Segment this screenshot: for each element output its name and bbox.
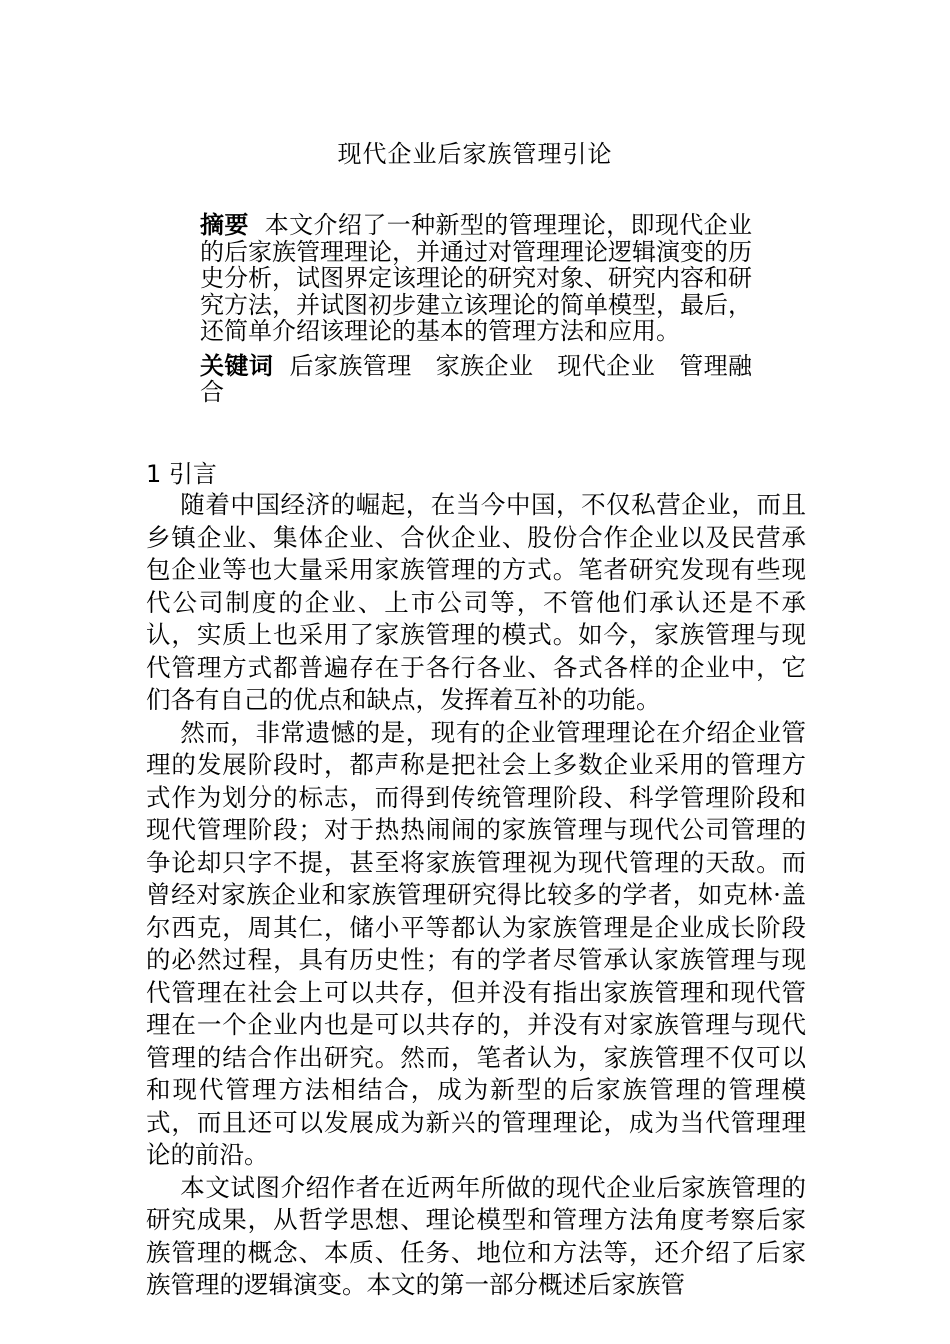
keywords-paragraph xyxy=(200,353,752,406)
abstract-paragraph xyxy=(200,212,752,345)
abstract-label: 摘要 xyxy=(200,211,249,239)
section-heading: 1 引言 xyxy=(146,460,217,488)
keyword-item: 后家族管理 xyxy=(289,351,412,380)
keyword-item: 家族企业 xyxy=(435,351,534,380)
document-title: 现代企业后家族管理引论 xyxy=(337,140,613,168)
abstract-text: 本文介绍了一种新型的管理理论，即现代企业的后家族管理理论，并通过对管理理论逻辑演变的历史分析，试图界定该理论的研究对象、研究内容和研究方法，并试图初步建立该理论的简单模型，最后，还简单介绍该理论的基本的管理方法和应用。 xyxy=(200,211,753,345)
keyword-item: 管理融合 xyxy=(200,351,753,406)
abstract-block xyxy=(200,212,752,406)
keywords-label: 关键词 xyxy=(200,351,274,380)
section-body xyxy=(146,489,806,1302)
body-paragraph: 本文试图介绍作者在近两年所做的现代企业后家族管理的研究成果，从哲学思想、理论模型和管理方法角度考察后家族管理的概念、本质、任务、地位和方法等，还介绍了后家族管理的逻辑演变。本文的第一部分概述后家族管 xyxy=(146,1172,806,1299)
body-paragraph: 然而，非常遗憾的是，现有的企业管理理论在介绍企业管理的发展阶段时，都声称是把社会上多数企业采用的管理方式作为划分的标志，而得到传统管理阶段、科学管理阶段和现代管理阶段；对于热热闹闹的家族管理与现代公司管理的争论却只字不提，甚至将家族管理视为现代管理的天敌。而曾经对家族企业和家族管理研究得比较多的学者，如克林·盖尔西克，周其仁，储小平等都认为家族管理是企业成长阶段的必然过程，具有历史性；有的学者尽管承认家族管理与现代管理在社会上可以共存，但并没有指出家族管理和现代管理在一个企业内也是可以共存的，并没有对家族管理与现代管理的结合作出研究。然而，笔者认为，家族管理不仅可以和现代管理方法相结合，成为新型的后家族管理的管理模式，而且还可以发展成为新兴的管理理论，成为当代管理理论的前沿。 xyxy=(146,717,806,1169)
body-paragraph: 随着中国经济的崛起，在当今中国，不仅私营企业，而且乡镇企业、集体企业、合伙企业、股份合作企业以及民营承包企业等也大量采用家族管理的方式。笔者研究发现有些现代公司制度的企业、上市公司等，不管他们承认还是不承认，实质上也采用了家族管理的模式。如今，家族管理与现代管理方式都普遍存在于各行各业、各式各样的企业中，它们各有自己的优点和缺点，发挥着互补的功能。 xyxy=(146,490,806,714)
keyword-item: 现代企业 xyxy=(557,351,656,380)
